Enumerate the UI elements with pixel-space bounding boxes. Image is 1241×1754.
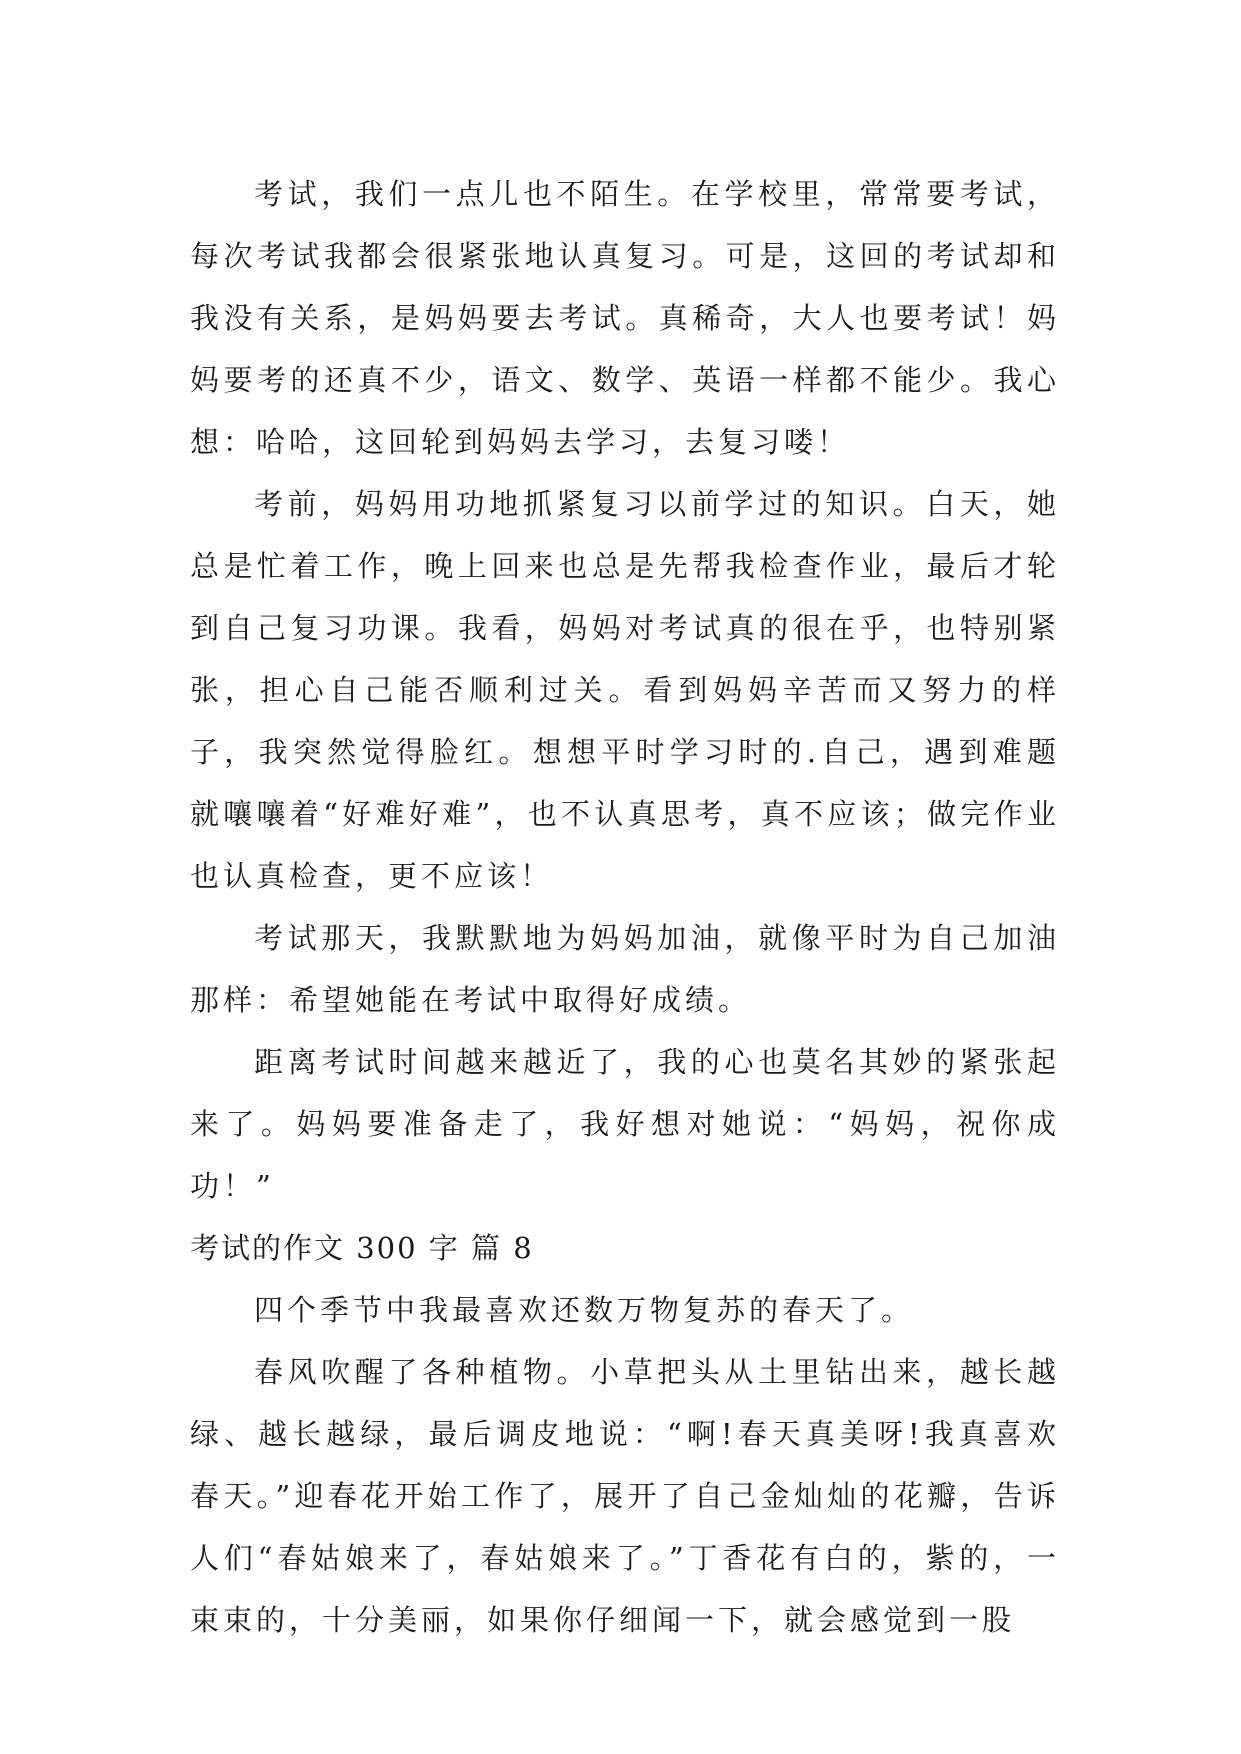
document-body (190, 163, 1060, 1651)
paragraph-6: 春风吹醒了各种植物。小草把头从土里钻出来，越长越绿、越长越绿，最后调皮地说：“啊!春天真美呀!我真喜欢春天。”迎春花开始工作了，展开了自己金灿灿的花瓣，告诉人们“春姑娘来了，春姑娘来了。”丁香花有白的，紫的，一束束的，十分美丽，如果你仔细闻一下，就会感觉到一股 (190, 1355, 1060, 1637)
paragraph-5: 四个季节中我最喜欢还数万物复苏的春天了。 (254, 1293, 915, 1327)
paragraph-2: 考前，妈妈用功地抓紧复习以前学过的知识。白天，她总是忙着工作，晚上回来也总是先帮我检查作业，最后才轮到自己复习功课。我看，妈妈对考试真的很在乎，也特别紧张，担心自己能否顺利过关。看到妈妈辛苦而又努力的样子，我突然觉得脸红。想想平时学习时的.自己，遇到难题就嚷嚷着“好难好难”，也不认真思考，真不应该；做完作业也认真检查，更不应该！ (190, 487, 1060, 893)
section-heading: 考试的作文 300 字 篇 8 (190, 1231, 534, 1265)
paragraph-1: 考试，我们一点儿也不陌生。在学校里，常常要考试，每次考试我都会很紧张地认真复习。可是，这回的考试却和我没有关系，是妈妈要去考试。真稀奇，大人也要考试！妈妈要考的还真不少，语文、数学、英语一样都不能少。我心想：哈哈，这回轮到妈妈去学习，去复习喽！ (190, 177, 1060, 459)
paragraph-4: 距离考试时间越来越近了，我的心也莫名其妙的紧张起来了。妈妈要准备走了，我好想对她说：“妈妈，祝你成功！” (190, 1045, 1060, 1203)
paragraph-3: 考试那天，我默默地为妈妈加油，就像平时为自己加油那样：希望她能在考试中取得好成绩。 (190, 921, 1060, 1017)
